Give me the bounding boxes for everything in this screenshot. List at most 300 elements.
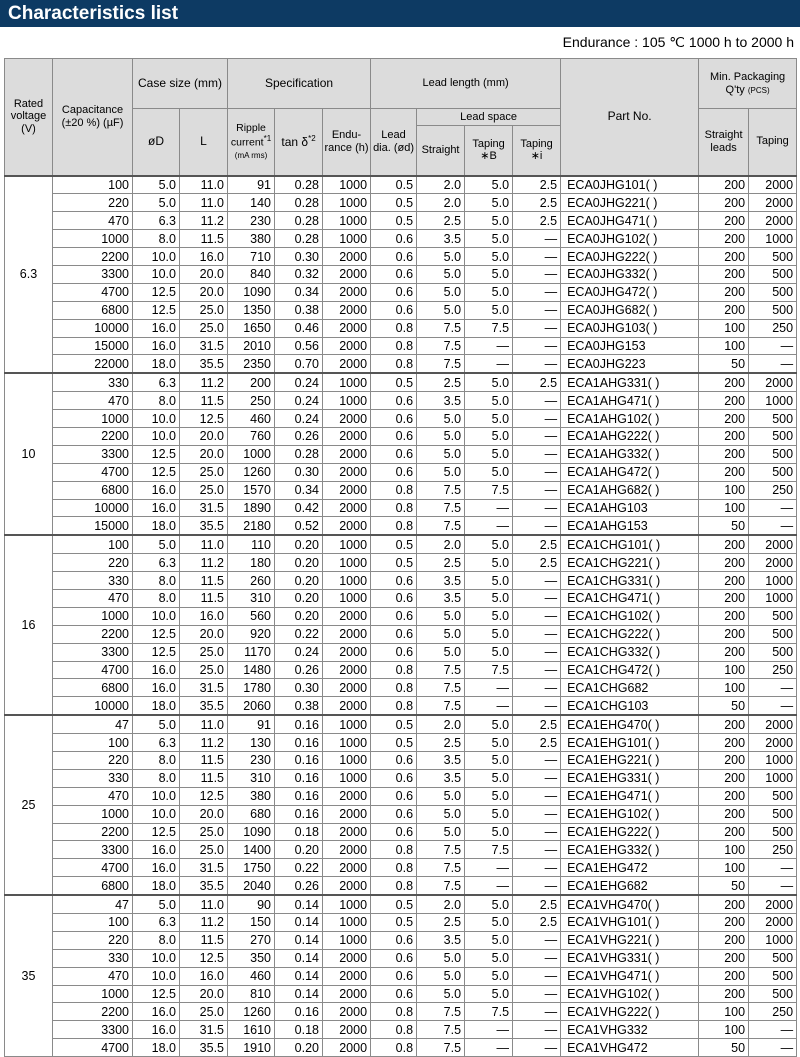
part-no-cell: ECA0JHG101( ): [561, 176, 699, 194]
endurance-cell: 2000: [323, 607, 371, 625]
taping-b-cell: 7.5: [465, 319, 513, 337]
tan-delta-cell: 0.20: [275, 554, 323, 572]
taping-i-cell: —: [513, 967, 561, 985]
taping-b-cell: 5.0: [465, 643, 513, 661]
endurance-cell: 2000: [323, 841, 371, 859]
lead-straight-cell: 7.5: [417, 859, 465, 877]
od-cell: 16.0: [133, 481, 180, 499]
lead-straight-cell: 2.0: [417, 176, 465, 194]
straight-leads-cell: 200: [699, 283, 749, 301]
straight-leads-cell: 200: [699, 230, 749, 248]
table-row: [5, 535, 797, 553]
taping-b-cell: 7.5: [465, 481, 513, 499]
ripple-current-cell: 920: [228, 625, 275, 643]
taping-i-cell: —: [513, 805, 561, 823]
header-taping-i: Taping ∗i: [513, 126, 561, 176]
part-no-cell: ECA1CHG221( ): [561, 554, 699, 572]
od-cell: 10.0: [133, 248, 180, 266]
table-row: [5, 301, 797, 319]
taping-cell: 500: [749, 283, 797, 301]
taping-i-cell: —: [513, 679, 561, 697]
taping-b-cell: 5.0: [465, 589, 513, 607]
l-cell: 12.5: [180, 949, 228, 967]
taping-i-cell: —: [513, 823, 561, 841]
ripple-current-cell: 460: [228, 410, 275, 428]
endurance-cell: 1000: [323, 554, 371, 572]
l-cell: 25.0: [180, 481, 228, 499]
endurance-cell: 2000: [323, 499, 371, 517]
voltage-cell: 16: [5, 535, 53, 715]
taping-b-cell: —: [465, 859, 513, 877]
l-cell: 25.0: [180, 823, 228, 841]
l-cell: 20.0: [180, 427, 228, 445]
tan-delta-cell: 0.28: [275, 445, 323, 463]
tan-delta-cell: 0.24: [275, 392, 323, 410]
od-cell: 10.0: [133, 787, 180, 805]
taping-b-cell: 5.0: [465, 535, 513, 553]
ripple-label: Ripple current: [230, 122, 266, 149]
tan-delta-cell: 0.20: [275, 841, 323, 859]
taping-b-cell: 5.0: [465, 194, 513, 212]
table-row: [5, 734, 797, 752]
taping-cell: 500: [749, 265, 797, 283]
ripple-current-cell: 840: [228, 265, 275, 283]
capacitance-cell: 4700: [53, 661, 133, 679]
od-cell: 18.0: [133, 517, 180, 535]
table-row: [5, 805, 797, 823]
lead-dia-cell: 0.6: [371, 463, 417, 481]
ripple-current-cell: 180: [228, 554, 275, 572]
lead-dia-cell: 0.8: [371, 499, 417, 517]
endurance-cell: 1000: [323, 734, 371, 752]
ripple-current-cell: 460: [228, 967, 275, 985]
ripple-current-cell: 230: [228, 212, 275, 230]
od-cell: 10.0: [133, 607, 180, 625]
l-cell: 11.2: [180, 212, 228, 230]
capacitance-cell: 1000: [53, 607, 133, 625]
taping-cell: —: [749, 517, 797, 535]
ripple-current-cell: 2060: [228, 697, 275, 715]
ripple-sup: *1: [263, 134, 272, 144]
l-cell: 11.5: [180, 589, 228, 607]
part-no-cell: ECA1EHG332( ): [561, 841, 699, 859]
straight-leads-cell: 50: [699, 877, 749, 895]
taping-i-cell: —: [513, 572, 561, 590]
od-cell: 16.0: [133, 859, 180, 877]
lead-dia-cell: 0.8: [371, 697, 417, 715]
taping-b-cell: —: [465, 499, 513, 517]
ripple-current-cell: 1090: [228, 823, 275, 841]
taping-cell: 250: [749, 319, 797, 337]
l-cell: 25.0: [180, 661, 228, 679]
table-row: [5, 572, 797, 590]
header-straight: Straight: [417, 126, 465, 176]
lead-dia-cell: 0.8: [371, 1021, 417, 1039]
endurance-cell: 2000: [323, 805, 371, 823]
table-row: [5, 607, 797, 625]
tan-delta-cell: 0.34: [275, 481, 323, 499]
tan-delta-cell: 0.14: [275, 931, 323, 949]
endurance-cell: 2000: [323, 301, 371, 319]
lead-straight-cell: 5.0: [417, 427, 465, 445]
ripple-current-cell: 260: [228, 572, 275, 590]
l-cell: 16.0: [180, 248, 228, 266]
taping-i-cell: 2.5: [513, 715, 561, 733]
capacitance-cell: 4700: [53, 1039, 133, 1057]
part-no-cell: ECA1VHG221( ): [561, 931, 699, 949]
lead-dia-cell: 0.8: [371, 337, 417, 355]
capacitance-cell: 3300: [53, 841, 133, 859]
tan-label: tan δ: [281, 134, 309, 149]
part-no-cell: ECA1CHG103: [561, 697, 699, 715]
straight-leads-cell: 100: [699, 481, 749, 499]
table-row: [5, 355, 797, 373]
capacitance-cell: 10000: [53, 499, 133, 517]
taping-cell: 2000: [749, 176, 797, 194]
lead-dia-cell: 0.5: [371, 715, 417, 733]
ripple-current-cell: 380: [228, 787, 275, 805]
od-cell: 8.0: [133, 589, 180, 607]
lead-dia-cell: 0.6: [371, 931, 417, 949]
table-row: [5, 1039, 797, 1057]
straight-leads-cell: 100: [699, 319, 749, 337]
taping-cell: 1000: [749, 769, 797, 787]
taping-cell: 500: [749, 463, 797, 481]
table-row: [5, 823, 797, 841]
taping-b-cell: —: [465, 337, 513, 355]
taping-cell: —: [749, 1039, 797, 1057]
lead-dia-cell: 0.8: [371, 1039, 417, 1057]
part-no-cell: ECA1AHG103: [561, 499, 699, 517]
ripple-current-cell: 1480: [228, 661, 275, 679]
part-no-cell: ECA0JHG102( ): [561, 230, 699, 248]
tan-delta-cell: 0.22: [275, 859, 323, 877]
od-cell: 18.0: [133, 877, 180, 895]
taping-b-cell: 7.5: [465, 1003, 513, 1021]
ripple-current-cell: 1890: [228, 499, 275, 517]
tan-delta-cell: 0.20: [275, 589, 323, 607]
od-cell: 5.0: [133, 176, 180, 194]
taping-cell: 500: [749, 985, 797, 1003]
taping-b-cell: —: [465, 517, 513, 535]
straight-leads-cell: 200: [699, 715, 749, 733]
ripple-unit: (mA rms): [234, 151, 268, 161]
straight-leads-cell: 50: [699, 697, 749, 715]
part-no-cell: ECA1EHG472: [561, 859, 699, 877]
capacitance-cell: 22000: [53, 355, 133, 373]
endurance-cell: 1000: [323, 572, 371, 590]
taping-i-cell: —: [513, 769, 561, 787]
endurance-cell: 2000: [323, 967, 371, 985]
l-cell: 35.5: [180, 877, 228, 895]
tan-delta-cell: 0.28: [275, 194, 323, 212]
part-no-cell: ECA1AHG331( ): [561, 373, 699, 391]
taping-b-cell: 5.0: [465, 734, 513, 752]
voltage-cell: 10: [5, 373, 53, 535]
header-capacitance: Capacitance (±20 %) (µF): [53, 59, 133, 176]
table-row: [5, 895, 797, 913]
od-cell: 18.0: [133, 1039, 180, 1057]
taping-cell: 2000: [749, 373, 797, 391]
od-cell: 10.0: [133, 427, 180, 445]
part-no-cell: ECA0JHG472( ): [561, 283, 699, 301]
ripple-current-cell: 350: [228, 949, 275, 967]
tan-delta-cell: 0.16: [275, 734, 323, 752]
tan-delta-cell: 0.26: [275, 427, 323, 445]
taping-b-cell: 5.0: [465, 931, 513, 949]
straight-leads-cell: 200: [699, 914, 749, 932]
taping-i-cell: —: [513, 1003, 561, 1021]
od-cell: 16.0: [133, 841, 180, 859]
straight-leads-cell: 200: [699, 752, 749, 770]
taping-i-cell: —: [513, 841, 561, 859]
lead-straight-cell: 7.5: [417, 481, 465, 499]
lead-straight-cell: 3.5: [417, 769, 465, 787]
straight-leads-cell: 200: [699, 967, 749, 985]
lead-dia-cell: 0.6: [371, 967, 417, 985]
od-cell: 6.3: [133, 914, 180, 932]
l-cell: 31.5: [180, 859, 228, 877]
part-no-cell: ECA1EHG331( ): [561, 769, 699, 787]
taping-i-cell: —: [513, 301, 561, 319]
table-row: [5, 769, 797, 787]
od-cell: 12.5: [133, 643, 180, 661]
part-no-cell: ECA1CHG472( ): [561, 661, 699, 679]
lead-dia-cell: 0.8: [371, 1003, 417, 1021]
lead-dia-cell: 0.6: [371, 301, 417, 319]
lead-straight-cell: 7.5: [417, 877, 465, 895]
lead-straight-cell: 2.0: [417, 895, 465, 913]
ripple-current-cell: 310: [228, 589, 275, 607]
taping-i-cell: —: [513, 499, 561, 517]
voltage-cell: 35: [5, 895, 53, 1057]
table-row: [5, 554, 797, 572]
straight-leads-cell: 200: [699, 949, 749, 967]
straight-leads-cell: 200: [699, 823, 749, 841]
taping-cell: 2000: [749, 194, 797, 212]
table-row: [5, 914, 797, 932]
part-no-cell: ECA0JHG682( ): [561, 301, 699, 319]
capacitance-cell: 6800: [53, 301, 133, 319]
part-no-cell: ECA1VHG101( ): [561, 914, 699, 932]
l-cell: 35.5: [180, 697, 228, 715]
taping-cell: 500: [749, 823, 797, 841]
lead-dia-cell: 0.6: [371, 265, 417, 283]
tan-delta-cell: 0.34: [275, 283, 323, 301]
l-cell: 25.0: [180, 319, 228, 337]
table-row: [5, 176, 797, 194]
tan-delta-cell: 0.38: [275, 301, 323, 319]
lead-straight-cell: 2.5: [417, 554, 465, 572]
part-no-cell: ECA1CHG101( ): [561, 535, 699, 553]
straight-leads-cell: 200: [699, 301, 749, 319]
taping-cell: 500: [749, 787, 797, 805]
capacitance-cell: 10000: [53, 697, 133, 715]
lead-dia-cell: 0.5: [371, 373, 417, 391]
lead-dia-cell: 0.6: [371, 769, 417, 787]
tan-delta-cell: 0.20: [275, 535, 323, 553]
header-min-packaging: [699, 59, 797, 109]
straight-leads-cell: 200: [699, 265, 749, 283]
tan-delta-cell: 0.52: [275, 517, 323, 535]
tan-delta-cell: 0.22: [275, 625, 323, 643]
ripple-current-cell: 2040: [228, 877, 275, 895]
lead-dia-cell: 0.6: [371, 805, 417, 823]
taping-i-cell: —: [513, 445, 561, 463]
taping-b-cell: 5.0: [465, 895, 513, 913]
taping-i-cell: —: [513, 787, 561, 805]
tan-delta-cell: 0.14: [275, 914, 323, 932]
lead-straight-cell: 5.0: [417, 787, 465, 805]
endurance-cell: 2000: [323, 697, 371, 715]
lead-dia-cell: 0.8: [371, 661, 417, 679]
l-cell: 11.5: [180, 572, 228, 590]
l-cell: 25.0: [180, 841, 228, 859]
ripple-current-cell: 270: [228, 931, 275, 949]
taping-i-cell: —: [513, 1021, 561, 1039]
lead-dia-cell: 0.8: [371, 877, 417, 895]
ripple-current-cell: 1350: [228, 301, 275, 319]
straight-leads-cell: 100: [699, 1003, 749, 1021]
capacitance-cell: 470: [53, 589, 133, 607]
taping-b-cell: 5.0: [465, 967, 513, 985]
capacitance-cell: 2200: [53, 625, 133, 643]
endurance-cell: 2000: [323, 985, 371, 1003]
l-cell: 11.5: [180, 752, 228, 770]
lead-straight-cell: 5.0: [417, 301, 465, 319]
lead-straight-cell: 5.0: [417, 410, 465, 428]
l-cell: 11.0: [180, 895, 228, 913]
table-row: [5, 445, 797, 463]
lead-straight-cell: 7.5: [417, 661, 465, 679]
taping-i-cell: —: [513, 517, 561, 535]
lead-straight-cell: 7.5: [417, 355, 465, 373]
table-row: [5, 985, 797, 1003]
part-no-cell: ECA1VHG332: [561, 1021, 699, 1039]
part-no-cell: ECA1EHG101( ): [561, 734, 699, 752]
title-banner: [0, 0, 800, 27]
ripple-current-cell: 1400: [228, 841, 275, 859]
taping-b-cell: 5.0: [465, 427, 513, 445]
tan-delta-cell: 0.24: [275, 410, 323, 428]
straight-leads-cell: 200: [699, 589, 749, 607]
lead-dia-cell: 0.6: [371, 589, 417, 607]
taping-cell: 2000: [749, 715, 797, 733]
header-straight-leads: Straight leads: [699, 109, 749, 176]
l-cell: 31.5: [180, 499, 228, 517]
lead-dia-cell: 0.5: [371, 914, 417, 932]
l-cell: 31.5: [180, 1021, 228, 1039]
taping-i-cell: 2.5: [513, 194, 561, 212]
taping-i-cell: —: [513, 607, 561, 625]
capacitance-cell: 4700: [53, 463, 133, 481]
taping-b-cell: —: [465, 679, 513, 697]
taping-i-cell: —: [513, 392, 561, 410]
l-cell: 11.2: [180, 554, 228, 572]
l-cell: 35.5: [180, 1039, 228, 1057]
part-no-cell: ECA1VHG472: [561, 1039, 699, 1057]
table-row: [5, 787, 797, 805]
part-no-cell: ECA1CHG332( ): [561, 643, 699, 661]
lead-dia-cell: 0.8: [371, 355, 417, 373]
taping-cell: 250: [749, 841, 797, 859]
lead-straight-cell: 7.5: [417, 841, 465, 859]
lead-straight-cell: 5.0: [417, 985, 465, 1003]
taping-b-cell: 5.0: [465, 625, 513, 643]
lead-straight-cell: 7.5: [417, 697, 465, 715]
l-cell: 25.0: [180, 463, 228, 481]
lead-straight-cell: 5.0: [417, 967, 465, 985]
tan-delta-cell: 0.18: [275, 823, 323, 841]
taping-i-cell: 2.5: [513, 914, 561, 932]
header-specification: Specification: [228, 59, 371, 109]
lead-straight-cell: 2.0: [417, 535, 465, 553]
table-row: [5, 373, 797, 391]
lead-dia-cell: 0.8: [371, 841, 417, 859]
lead-dia-cell: 0.6: [371, 392, 417, 410]
taping-b-cell: 5.0: [465, 230, 513, 248]
taping-cell: 2000: [749, 212, 797, 230]
od-cell: 10.0: [133, 410, 180, 428]
taping-cell: —: [749, 337, 797, 355]
table-row: [5, 679, 797, 697]
part-no-cell: ECA1VHG331( ): [561, 949, 699, 967]
table-body: [5, 176, 797, 1057]
capacitance-cell: 220: [53, 554, 133, 572]
taping-cell: 2000: [749, 734, 797, 752]
ripple-current-cell: 680: [228, 805, 275, 823]
l-cell: 20.0: [180, 445, 228, 463]
straight-leads-cell: 200: [699, 445, 749, 463]
tan-delta-cell: 0.16: [275, 787, 323, 805]
l-cell: 35.5: [180, 355, 228, 373]
capacitance-cell: 6800: [53, 679, 133, 697]
od-cell: 16.0: [133, 679, 180, 697]
lead-straight-cell: 5.0: [417, 445, 465, 463]
header-od: øD: [133, 109, 180, 176]
ripple-current-cell: 1170: [228, 643, 275, 661]
header-lead-space: Lead space: [417, 109, 561, 126]
straight-leads-cell: 200: [699, 194, 749, 212]
endurance-cell: 2000: [323, 248, 371, 266]
taping-cell: —: [749, 697, 797, 715]
straight-leads-cell: 200: [699, 787, 749, 805]
table-row: [5, 931, 797, 949]
straight-leads-cell: 200: [699, 212, 749, 230]
taping-b-cell: 5.0: [465, 949, 513, 967]
lead-dia-cell: 0.6: [371, 787, 417, 805]
capacitance-cell: 15000: [53, 337, 133, 355]
taping-cell: 250: [749, 661, 797, 679]
straight-leads-cell: 50: [699, 355, 749, 373]
capacitance-cell: 1000: [53, 410, 133, 428]
od-cell: 18.0: [133, 697, 180, 715]
straight-leads-cell: 200: [699, 463, 749, 481]
straight-leads-cell: 200: [699, 607, 749, 625]
lead-dia-cell: 0.6: [371, 248, 417, 266]
capacitance-cell: 470: [53, 212, 133, 230]
capacitance-cell: 330: [53, 769, 133, 787]
ripple-current-cell: 1750: [228, 859, 275, 877]
straight-leads-cell: 100: [699, 337, 749, 355]
endurance-cell: 1000: [323, 194, 371, 212]
tan-delta-cell: 0.14: [275, 949, 323, 967]
od-cell: 5.0: [133, 715, 180, 733]
od-cell: 16.0: [133, 499, 180, 517]
od-cell: 8.0: [133, 230, 180, 248]
part-no-cell: ECA1VHG102( ): [561, 985, 699, 1003]
od-cell: 8.0: [133, 392, 180, 410]
